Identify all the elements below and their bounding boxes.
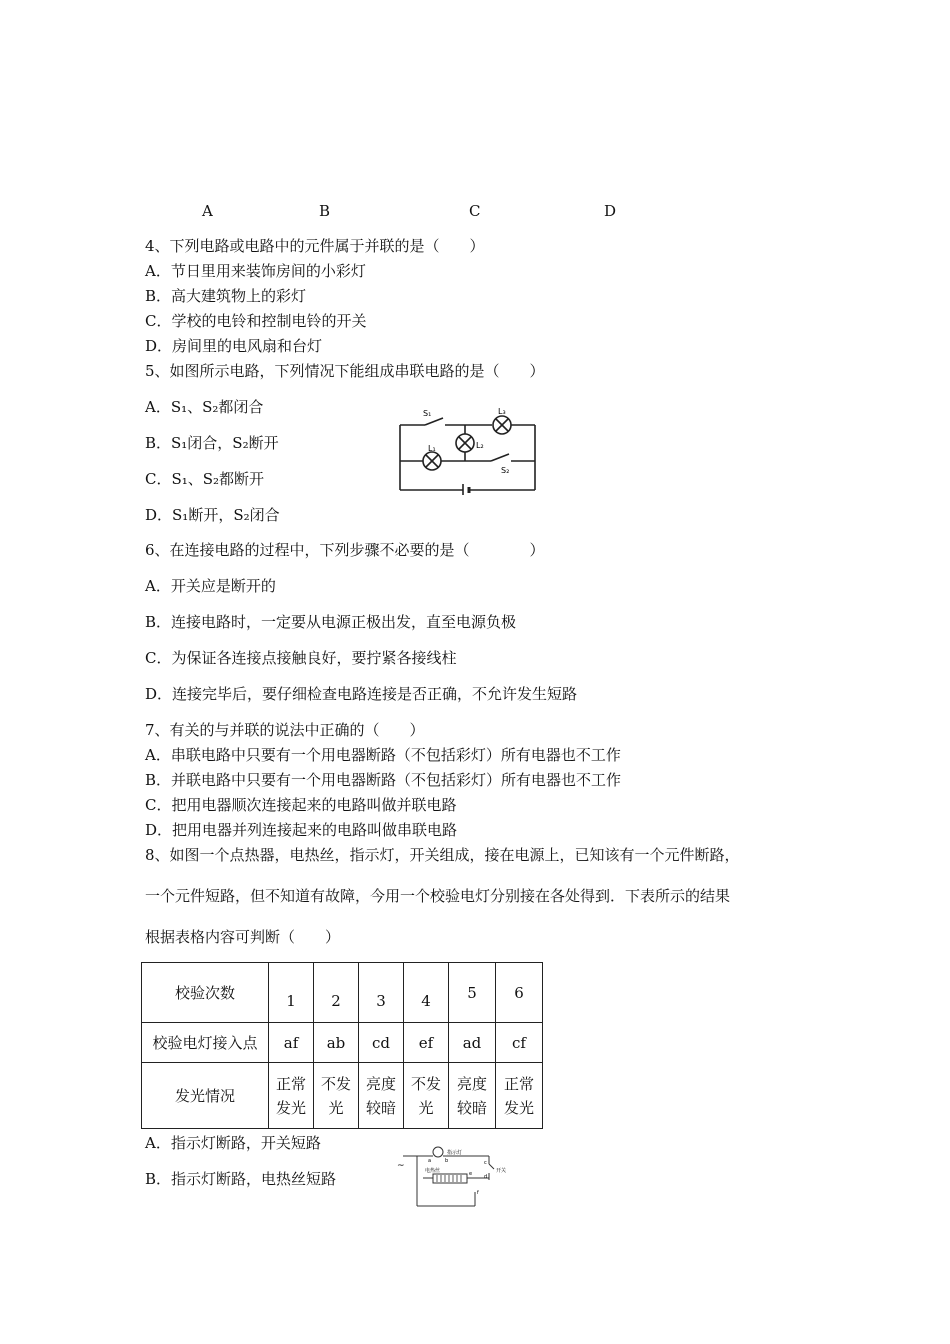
q5-option-b: B．S₁闭合，S₂断开: [145, 434, 279, 452]
q4-option-b: B．高大建筑物上的彩灯: [145, 287, 307, 305]
q5-stem: 5、如图所示电路，下列情况下能组成串联电路的是（ ）: [145, 362, 545, 380]
q4-option-d: D．房间里的电风扇和台灯: [145, 337, 323, 355]
q6-option-a: A．开关应是断开的: [145, 577, 276, 595]
q8-result-table: [141, 962, 543, 1129]
switch-s2: [491, 454, 509, 461]
state-cell: 亮度 较暗: [359, 1063, 404, 1129]
count-cell: 1: [269, 963, 314, 1023]
q6-option-c: C．为保证各连接点接触良好，要拧紧各接线柱: [145, 649, 457, 667]
count-cell: 4: [404, 963, 449, 1023]
switch-icon: [489, 1164, 494, 1169]
point-cell: ad: [449, 1023, 496, 1063]
switch-s1: [425, 418, 443, 425]
option-label-d: D: [604, 202, 617, 220]
q6-stem: 6、在连接电路的过程中，下列步骤不必要的是（ ）: [145, 541, 545, 559]
point-cell: ef: [404, 1023, 449, 1063]
q6-option-d: D．连接完毕后，要仔细检查电路连接是否正确，不允许发生短路: [145, 685, 578, 703]
state-cell: 不发 光: [314, 1063, 359, 1129]
q5-option-c: C．S₁、S₂都断开: [145, 470, 265, 488]
label-l3: L₃: [498, 407, 506, 416]
lamp-label: 指示灯: [447, 1150, 463, 1156]
state-cell: 不发 光: [404, 1063, 449, 1129]
count-cell: 2: [314, 963, 359, 1023]
q8-heater-circuit: [395, 1142, 525, 1208]
table-row-points: [142, 1023, 543, 1063]
point-d: d: [484, 1174, 488, 1180]
q7-stem: 7、有关的与并联的说法中正确的（ ）: [145, 721, 425, 739]
option-label-a: A: [202, 202, 213, 220]
label-l1: L₁: [428, 444, 436, 453]
option-label-b: B: [319, 202, 331, 220]
point-cell: cf: [496, 1023, 543, 1063]
point-a: a: [428, 1158, 432, 1164]
option-label-c: C: [469, 202, 481, 220]
q4-stem: 4、下列电路或电路中的元件属于并联的是（ ）: [145, 237, 485, 255]
ac-source-label: ~: [397, 1161, 405, 1171]
count-cell: 5: [449, 963, 496, 1023]
row-header-point: 校验电灯接入点: [142, 1023, 269, 1063]
heater-icon: [433, 1174, 467, 1183]
table-row-counts: [142, 963, 543, 1023]
label-l2: L₂: [476, 441, 484, 450]
row-header-state: 发光情况: [142, 1063, 269, 1129]
q6-option-b: B．连接电路时，一定要从电源正极出发，直至电源负极: [145, 613, 517, 631]
count-cell: 3: [359, 963, 404, 1023]
point-c: c: [484, 1160, 487, 1166]
q8-stem-line-3: 根据表格内容可判断（ ）: [145, 928, 341, 946]
q7-option-d: D．把用电器并列连接起来的电路叫做串联电路: [145, 821, 458, 839]
q5-circuit-diagram: [395, 405, 545, 495]
q8-stem-line-2: 一个元件短路，但不知道有故障，今用一个校验电灯分别接在各处得到．下表所示的结果: [145, 887, 731, 905]
q5-option-d: D．S₁断开，S₂闭合: [145, 506, 280, 524]
label-s1: S₁: [423, 409, 432, 418]
state-cell: 亮度 较暗: [449, 1063, 496, 1129]
state-cell: 正常 发光: [269, 1063, 314, 1129]
switch-label: 开关: [496, 1168, 507, 1174]
row-header-count: 校验次数: [142, 963, 269, 1023]
q7-option-a: A．串联电路中只要有一个用电器断路（不包括彩灯）所有电器也不工作: [145, 746, 621, 764]
heater-label: 电热丝: [425, 1168, 441, 1174]
q7-option-c: C．把用电器顺次连接起来的电路叫做并联电路: [145, 796, 457, 814]
count-cell: 6: [496, 963, 543, 1023]
point-e: e: [469, 1171, 473, 1177]
q4-option-c: C．学校的电铃和控制电铃的开关: [145, 312, 367, 330]
point-b: b: [445, 1158, 449, 1164]
q8-option-b: B．指示灯断路，电热丝短路: [145, 1170, 337, 1188]
indicator-lamp-icon: [433, 1147, 443, 1157]
state-cell: 正常 发光: [496, 1063, 543, 1129]
q8-option-a: A．指示灯断路，开关短路: [145, 1134, 321, 1152]
point-cell: ab: [314, 1023, 359, 1063]
point-cell: af: [269, 1023, 314, 1063]
point-f: f: [477, 1190, 479, 1196]
q7-option-b: B．并联电路中只要有一个用电器断路（不包括彩灯）所有电器也不工作: [145, 771, 622, 789]
q4-option-a: A．节日里用来装饰房间的小彩灯: [145, 262, 366, 280]
table-row-states: [142, 1063, 543, 1129]
label-s2: S₂: [501, 466, 510, 475]
q8-stem-line-1: 8、如图一个点热器，电热丝，指示灯，开关组成，接在电源上，已知该有一个元件断路，: [145, 846, 740, 864]
point-cell: cd: [359, 1023, 404, 1063]
q5-option-a: A．S₁、S₂都闭合: [145, 398, 264, 416]
